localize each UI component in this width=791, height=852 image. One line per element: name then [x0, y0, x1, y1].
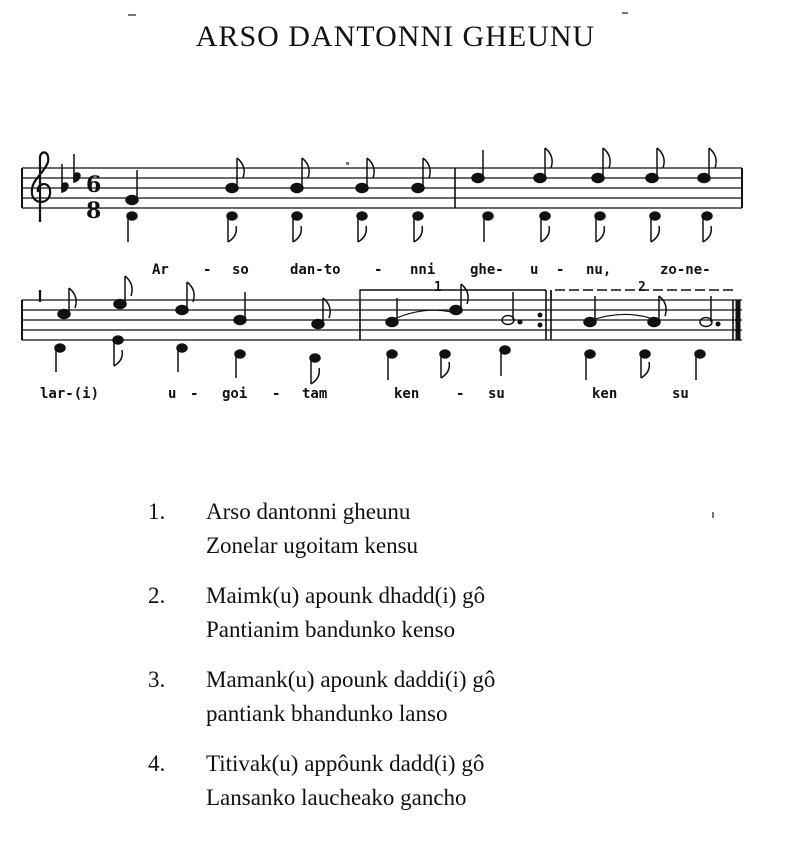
volta-1-label: 1: [434, 280, 442, 295]
key-signature: [62, 154, 80, 192]
lyric-syllable: nni: [410, 262, 436, 278]
verse-number: 3.: [148, 667, 166, 692]
lyric-syllable: ghe-: [470, 262, 504, 278]
lyric-syllable: -: [190, 386, 199, 402]
svg-text:8: 8: [86, 198, 102, 224]
lyric-syllable: lar-(i): [40, 386, 100, 402]
scan-speck: [346, 162, 349, 165]
lyric-syllable: su: [488, 386, 505, 402]
notes-staff-1: [126, 148, 716, 242]
verse-line: Lansanko laucheako gancho: [206, 785, 467, 810]
verse-line: Titivak(u) appôunk dadd(i) gô: [206, 751, 485, 776]
lyric-syllable: -: [374, 262, 383, 278]
treble-clef: [32, 152, 50, 302]
lyric-syllable: goi: [222, 386, 248, 402]
lyric-syllable: ken: [394, 386, 420, 402]
lyric-syllable: u: [168, 386, 177, 402]
verse-line: Zonelar ugoitam kensu: [206, 533, 419, 558]
lyric-syllable: zo-ne-: [660, 262, 711, 278]
lyric-syllable: -: [456, 386, 465, 402]
verse-line: Maimk(u) apounk dhadd(i) gô: [206, 583, 486, 608]
lyric-syllable: -: [203, 262, 212, 278]
scan-speck: [712, 512, 714, 518]
lyric-syllable: -: [556, 262, 565, 278]
lyric-syllable: Ar: [152, 262, 169, 278]
scan-speck: [128, 14, 136, 16]
verse-number: 2.: [148, 583, 166, 608]
lyric-syllable: -: [272, 386, 281, 402]
lyric-syllable: dan-to: [290, 262, 341, 278]
verse-line: Arso dantonni gheunu: [206, 499, 411, 524]
lyric-syllable: su: [672, 386, 689, 402]
time-signature: 6: [86, 172, 102, 198]
verse-line: Pantianim bandunko kenso: [206, 617, 456, 642]
volta-2-label: 2: [638, 280, 646, 295]
song-title: ARSO DANTONNI GHEUNU: [195, 20, 596, 53]
lyric-syllable: tam: [302, 386, 328, 402]
lyric-syllable: nu,: [586, 262, 612, 278]
verse-line: pantiank bhandunko lanso: [206, 701, 448, 726]
verse-line: Mamank(u) apounk daddi(i) gô: [206, 667, 496, 692]
verse-number: 1.: [148, 499, 166, 524]
lyric-syllable: so: [232, 262, 249, 278]
staff-2: [22, 300, 742, 340]
lyric-syllable: ken: [592, 386, 618, 402]
verse-number: 4.: [148, 751, 166, 776]
lyric-syllable: u: [530, 262, 539, 278]
scan-speck: [622, 12, 628, 14]
